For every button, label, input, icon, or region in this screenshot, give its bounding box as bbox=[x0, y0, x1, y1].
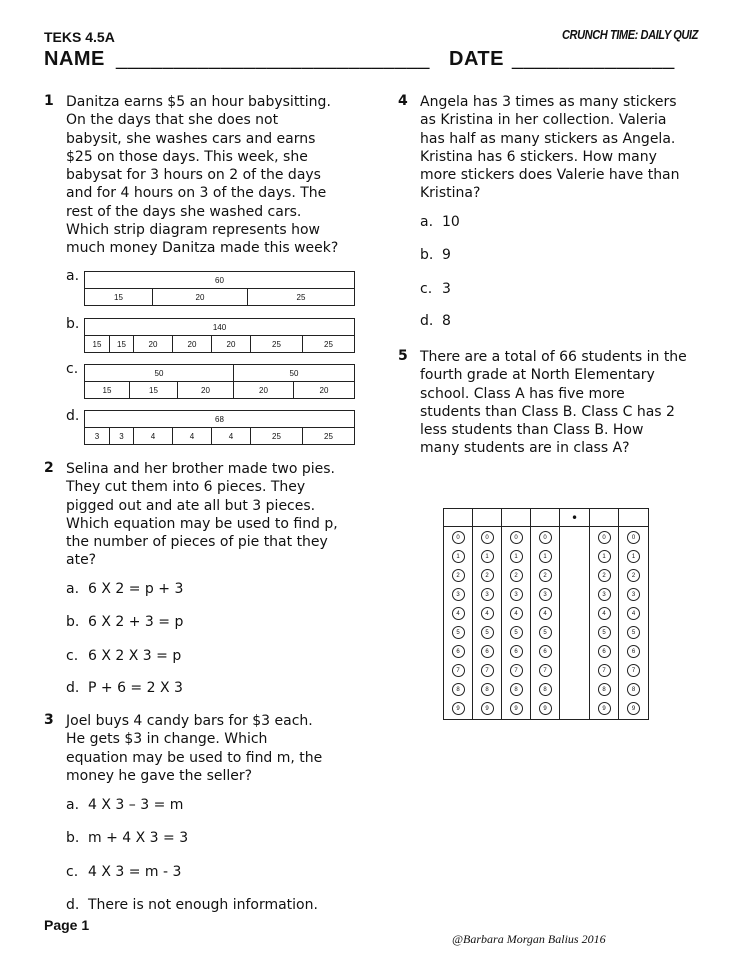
digit-bubbles bbox=[590, 527, 618, 715]
q5-text: There are a total of 66 students in the fourth grade at North Elementary school. Class A has five more students than Class B. Class C has 2 less students than Class B. How many students are in class A? bbox=[420, 349, 687, 457]
grid-column-entry[interactable] bbox=[590, 509, 618, 527]
digit-bubble[interactable]: 9 bbox=[598, 702, 611, 715]
strip-a-part: 15 bbox=[114, 292, 123, 302]
digit-bubble[interactable]: 3 bbox=[510, 588, 523, 601]
q2-option-a-text: 6 X 2 = p + 3 bbox=[88, 581, 184, 597]
digit-bubble[interactable]: 6 bbox=[539, 645, 552, 658]
strip-diagram-c bbox=[84, 364, 355, 399]
strip-d-part: 3 bbox=[109, 428, 133, 444]
q4-option-d-label: d. bbox=[420, 313, 434, 329]
q1-option-a-label[interactable]: a. bbox=[66, 268, 80, 284]
q4-text: Angela has 3 times as many stickers as Kristina in her collection. Valeria has half as many stickers as Angela. Kristina has 6 stickers. How many more stickers does Valerie have than Kristina? bbox=[420, 94, 680, 202]
digit-bubble[interactable]: 0 bbox=[452, 531, 465, 544]
strip-a-total: 60 bbox=[215, 275, 224, 285]
digit-bubble[interactable]: 6 bbox=[627, 645, 640, 658]
digit-bubble[interactable]: 1 bbox=[598, 550, 611, 563]
strip-b-part: 20 bbox=[211, 336, 250, 352]
page-number: Page 1 bbox=[44, 917, 90, 933]
q2-option-c-text: 6 X 2 X 3 = p bbox=[88, 648, 182, 664]
q4-option-c-text: 3 bbox=[442, 281, 451, 297]
q2-option-c[interactable] bbox=[66, 648, 181, 664]
decimal-column bbox=[560, 509, 590, 719]
q2-option-b-text: 6 X 2 + 3 = p bbox=[88, 614, 184, 630]
q3-option-a[interactable] bbox=[66, 797, 183, 813]
digit-bubble[interactable]: 6 bbox=[598, 645, 611, 658]
q3-option-c[interactable] bbox=[66, 864, 181, 880]
q3-option-b-text: m + 4 X 3 = 3 bbox=[88, 830, 189, 846]
q2-option-a[interactable] bbox=[66, 581, 183, 597]
q1-option-d-label[interactable]: d. bbox=[66, 408, 80, 424]
q3-option-b[interactable] bbox=[66, 830, 188, 846]
digit-bubble[interactable]: 4 bbox=[510, 607, 523, 620]
digit-bubble[interactable]: 0 bbox=[627, 531, 640, 544]
teks-code: TEKS 4.5A bbox=[44, 29, 115, 45]
digit-bubble[interactable]: 1 bbox=[510, 550, 523, 563]
q3-option-d[interactable] bbox=[66, 897, 318, 913]
strip-diagram-b bbox=[84, 318, 355, 353]
strip-b-part: 25 bbox=[302, 336, 354, 352]
strip-d-part: 4 bbox=[211, 428, 250, 444]
strip-a-part: 25 bbox=[247, 289, 354, 305]
q4-option-a-label: a. bbox=[420, 214, 434, 230]
q1-text: Danitza earns $5 an hour babysitting. On the days that she does not babysit, she washes cars and earns $25 on those days. This week, she babysat for 3 hours on 2 of the days and for 4 hours on 3 of the days. The rest of the days she washed cars. Which strip diagram represents how much money Danitza made this week? bbox=[66, 94, 339, 257]
digit-bubble[interactable]: 4 bbox=[481, 607, 494, 620]
q4-option-b-label: b. bbox=[420, 247, 434, 263]
strip-d-part: 25 bbox=[250, 428, 302, 444]
q2-option-d-text: P + 6 = 2 X 3 bbox=[88, 680, 183, 696]
strip-b-part: 15 bbox=[109, 336, 133, 352]
decimal-point: • bbox=[560, 509, 589, 527]
q4-option-d[interactable] bbox=[420, 313, 451, 329]
grid-column-entry[interactable] bbox=[444, 509, 472, 527]
q3-option-c-label: c. bbox=[66, 864, 79, 880]
digit-bubble[interactable]: 9 bbox=[510, 702, 523, 715]
grid-column bbox=[444, 509, 473, 719]
q5-number: 5 bbox=[398, 348, 408, 364]
digit-bubble[interactable]: 4 bbox=[627, 607, 640, 620]
q4-option-a[interactable] bbox=[420, 214, 460, 230]
q3-option-d-label: d. bbox=[66, 897, 80, 913]
digit-bubble[interactable]: 1 bbox=[539, 550, 552, 563]
digit-bubble[interactable]: 9 bbox=[452, 702, 465, 715]
q3-text: Joel buys 4 candy bars for $3 each. He gets $3 in change. Which equation may be used to find m, the money he gave the seller? bbox=[66, 713, 323, 784]
strip-d-part: 4 bbox=[133, 428, 172, 444]
digit-bubbles bbox=[473, 527, 501, 715]
q1-option-b-label[interactable]: b. bbox=[66, 316, 80, 332]
q3-option-b-label: b. bbox=[66, 830, 80, 846]
digit-bubble[interactable]: 7 bbox=[452, 664, 465, 677]
name-label: NAME bbox=[44, 48, 105, 70]
digit-bubble[interactable]: 1 bbox=[452, 550, 465, 563]
strip-c-part: 15 bbox=[129, 382, 177, 398]
copyright: @Barbara Morgan Balius 2016 bbox=[452, 932, 606, 946]
digit-bubble[interactable]: 4 bbox=[452, 607, 465, 620]
grid-column bbox=[473, 509, 502, 719]
digit-bubble[interactable]: 3 bbox=[481, 588, 494, 601]
digit-bubble[interactable]: 8 bbox=[452, 683, 465, 696]
digit-bubble[interactable]: 3 bbox=[452, 588, 465, 601]
q2-option-c-label: c. bbox=[66, 648, 79, 664]
q4-option-b[interactable] bbox=[420, 247, 451, 263]
digit-bubble[interactable]: 2 bbox=[627, 569, 640, 582]
digit-bubble[interactable]: 5 bbox=[539, 626, 552, 639]
q3-option-c-text: 4 X 3 = m - 3 bbox=[88, 864, 182, 880]
digit-bubble[interactable]: 8 bbox=[539, 683, 552, 696]
strip-c-part: 20 bbox=[233, 382, 293, 398]
digit-bubble[interactable]: 7 bbox=[539, 664, 552, 677]
digit-bubble[interactable]: 2 bbox=[452, 569, 465, 582]
digit-bubble[interactable]: 6 bbox=[510, 645, 523, 658]
q2-number: 2 bbox=[44, 460, 54, 476]
strip-c-total: 50 bbox=[154, 368, 164, 378]
q3-option-a-text: 4 X 3 – 3 = m bbox=[88, 797, 184, 813]
q1-option-c-label[interactable]: c. bbox=[66, 361, 79, 377]
digit-bubble[interactable]: 4 bbox=[598, 607, 611, 620]
strip-c-part: 15 bbox=[102, 385, 112, 395]
q2-option-a-label: a. bbox=[66, 581, 80, 597]
strip-diagram-d bbox=[84, 410, 355, 445]
digit-bubble[interactable]: 5 bbox=[598, 626, 611, 639]
q2-option-b[interactable] bbox=[66, 614, 183, 630]
digit-bubble[interactable]: 2 bbox=[510, 569, 523, 582]
q2-option-b-label: b. bbox=[66, 614, 80, 630]
digit-bubble[interactable]: 8 bbox=[627, 683, 640, 696]
q2-option-d[interactable] bbox=[66, 680, 183, 696]
q3-option-d-text: There is not enough information. bbox=[88, 897, 318, 913]
digit-bubble[interactable]: 4 bbox=[539, 607, 552, 620]
q4-option-b-text: 9 bbox=[442, 247, 451, 263]
q4-option-c-label: c. bbox=[420, 281, 433, 297]
strip-c-part: 20 bbox=[177, 382, 233, 398]
q2-text: Selina and her brother made two pies. They cut them into 6 pieces. They pigged out and ate all but 3 pieces. Which equation may be used to find p, the number of pieces of pie that they ate? bbox=[66, 461, 338, 569]
digit-bubble[interactable]: 7 bbox=[627, 664, 640, 677]
q4-number: 4 bbox=[398, 93, 408, 109]
answer-grid bbox=[443, 508, 649, 720]
digit-bubble[interactable]: 5 bbox=[452, 626, 465, 639]
digit-bubble[interactable]: 0 bbox=[481, 531, 494, 544]
q1-number: 1 bbox=[44, 93, 54, 109]
brand-logo: CRUNCH TIME: DAILY QUIZ bbox=[562, 27, 698, 42]
strip-c-total: 50 bbox=[233, 365, 354, 381]
grid-column-entry[interactable] bbox=[619, 509, 648, 527]
strip-d-total: 68 bbox=[215, 414, 224, 424]
digit-bubble[interactable]: 3 bbox=[627, 588, 640, 601]
digit-bubbles bbox=[531, 527, 559, 715]
strip-c-part: 20 bbox=[293, 382, 354, 398]
digit-bubble[interactable]: 9 bbox=[481, 702, 494, 715]
strip-d-part: 25 bbox=[302, 428, 354, 444]
strip-b-total: 140 bbox=[212, 322, 227, 332]
digit-bubble[interactable]: 9 bbox=[627, 702, 640, 715]
strip-d-part: 4 bbox=[172, 428, 211, 444]
digit-bubble[interactable]: 9 bbox=[539, 702, 552, 715]
strip-b-part: 20 bbox=[133, 336, 172, 352]
q4-option-c[interactable] bbox=[420, 281, 451, 297]
grid-column-entry[interactable] bbox=[502, 509, 530, 527]
strip-a-part: 20 bbox=[152, 289, 247, 305]
digit-bubble[interactable]: 0 bbox=[598, 531, 611, 544]
digit-bubble[interactable]: 5 bbox=[510, 626, 523, 639]
strip-diagram-a bbox=[84, 271, 355, 306]
digit-bubble[interactable]: 0 bbox=[510, 531, 523, 544]
strip-b-part: 20 bbox=[172, 336, 211, 352]
digit-bubble[interactable]: 8 bbox=[598, 683, 611, 696]
digit-bubble[interactable]: 5 bbox=[481, 626, 494, 639]
digit-bubble[interactable]: 2 bbox=[481, 569, 494, 582]
digit-bubble[interactable]: 3 bbox=[539, 588, 552, 601]
name-line[interactable]: ___________________________ bbox=[116, 48, 430, 70]
strip-d-part: 3 bbox=[94, 431, 100, 441]
grid-column-entry[interactable] bbox=[531, 509, 559, 527]
digit-bubble[interactable]: 2 bbox=[598, 569, 611, 582]
grid-column bbox=[531, 509, 560, 719]
digit-bubbles bbox=[444, 527, 472, 715]
grid-column bbox=[619, 509, 648, 719]
digit-bubble[interactable]: 7 bbox=[598, 664, 611, 677]
digit-bubbles bbox=[502, 527, 530, 715]
digit-bubble[interactable]: 6 bbox=[452, 645, 465, 658]
date-line[interactable]: ______________ bbox=[512, 48, 675, 70]
digit-bubble[interactable]: 7 bbox=[481, 664, 494, 677]
digit-bubble[interactable]: 8 bbox=[510, 683, 523, 696]
digit-bubble[interactable]: 7 bbox=[510, 664, 523, 677]
q3-option-a-label: a. bbox=[66, 797, 80, 813]
grid-column-entry[interactable] bbox=[473, 509, 501, 527]
digit-bubble[interactable]: 1 bbox=[627, 550, 640, 563]
date-label: DATE bbox=[449, 48, 504, 70]
digit-bubbles bbox=[619, 527, 648, 715]
strip-b-part: 15 bbox=[92, 339, 102, 349]
digit-bubble[interactable]: 5 bbox=[627, 626, 640, 639]
digit-bubble[interactable]: 8 bbox=[481, 683, 494, 696]
digit-bubble[interactable]: 3 bbox=[598, 588, 611, 601]
digit-bubble[interactable]: 6 bbox=[481, 645, 494, 658]
grid-column bbox=[590, 509, 619, 719]
q4-option-a-text: 10 bbox=[442, 214, 460, 230]
digit-bubble[interactable]: 1 bbox=[481, 550, 494, 563]
digit-bubble[interactable]: 2 bbox=[539, 569, 552, 582]
digit-bubble[interactable]: 0 bbox=[539, 531, 552, 544]
grid-column bbox=[502, 509, 531, 719]
q4-option-d-text: 8 bbox=[442, 313, 451, 329]
strip-b-part: 25 bbox=[250, 336, 302, 352]
q2-option-d-label: d. bbox=[66, 680, 80, 696]
q3-number: 3 bbox=[44, 712, 54, 728]
